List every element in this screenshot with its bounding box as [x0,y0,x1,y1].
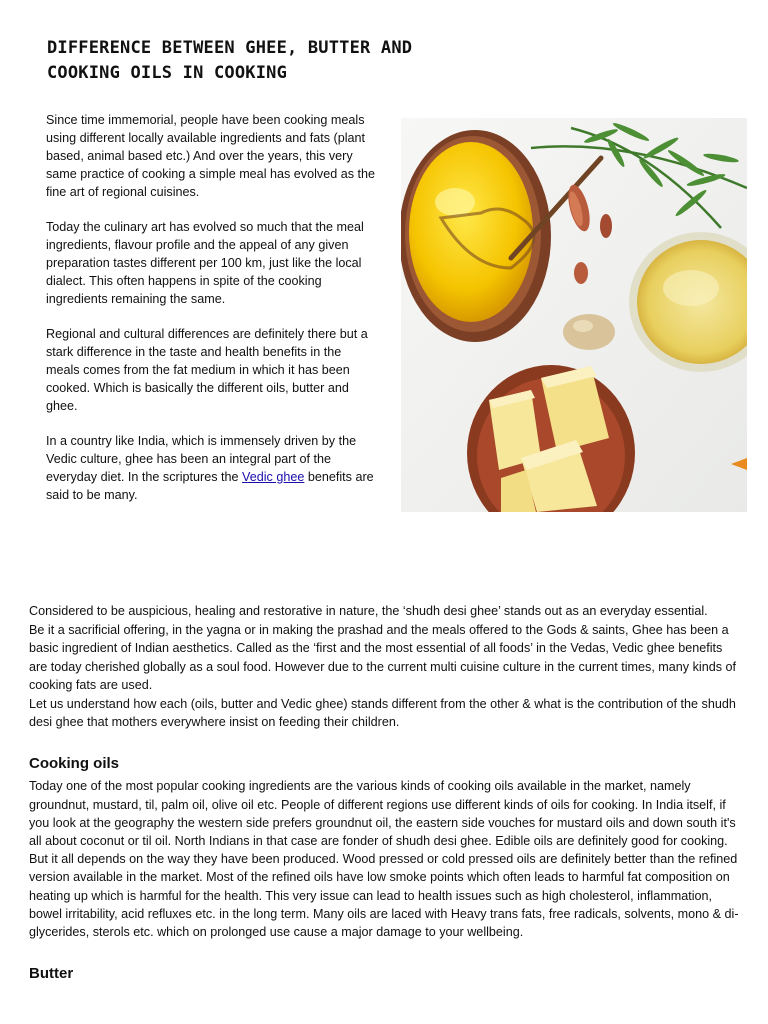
vedic-ghee-link[interactable]: Vedic ghee [242,470,305,484]
body-paragraph-1: Considered to be auspicious, healing and restorative in nature, the ‘shudh desi ghee’ stands out as an everyday essential. [29,604,708,618]
cooking-oils-paragraph: Today one of the most popular cooking ingredients are the various kinds of cooking oils available in the market, namely groundnut, mustard, til, palm oil, olive oil etc. People of different regions use different kinds of oils for cooking. In India itself, if you look at the geography the western side prefers groundnut oil, the eastern side vouches for mustard oils and down south it's all about coconut or til oil. North Indians in that case are fonder of shudh desi ghee. Edible oils are definitely good for cooking. But it all depends on the way they have been produced. Wood pressed or cold pressed oils are definitely better than the refined version available in the market. Most of the refined oils have low smoke points which often leads to harmful fat composition on heating up which is harmful for the health. This very issue can lead to health issues such as high cholesterol, inflammation, bowel irritability, acid refluxes etc. in the long term. Many oils are laced with Heavy trans fats, free radicals, solvents, mono & di-glycerides, sterols etc. which on prolonged use cause a major damage to your wellbeing. [29,779,739,940]
article-body [29,602,741,987]
intro-paragraph-4 [46,432,376,504]
intro-paragraph-1: Since time immemorial, people have been cooking meals using different locally available ingredients and fats (plant based, animal based etc.) And over the years, this very same practice of cooking a simple meal has evolved as the fine art of regional cuisines. [46,113,376,199]
heading-butter: Butter [29,965,74,983]
body-paragraph-2: Be it a sacrificial offering, in the yagna or in making the prashad and the meals offered to the Gods & saints, Ghee has been a basic ingredient of Indian aesthetics. Called as the ‘first and the most essential of all foods’ in the Vedas, Vedic ghee benefits are today cherished globally as a soul food. However due to the current multi cuisine culture in the current times, many kinds of cooking fats are used. [29,623,737,692]
intro-paragraph-2: Today the culinary art has evolved so much that the meal ingredients, flavour profile and the appeal of any given preparation tastes different per 100 km, just like the local dialect. This often happens in spite of the cooking ingredients remaining the same. [46,220,364,306]
intro-p4-before: In a country like India, which is immensely driven by the Vedic culture, ghee has been an integral part of the everyday diet. In the scriptures the [46,434,357,484]
heading-cooking-oils: Cooking oils [29,755,119,773]
title-line-1: DIFFERENCE BETWEEN GHEE, BUTTER AND [47,38,413,58]
intro-section [46,111,376,521]
page-title [47,36,507,86]
ghee-butter-oil-photo [401,118,747,512]
intro-paragraph-3: Regional and cultural differences are definitely there but a stark difference in the taste and health benefits in the meals comes from the fat medium in which it has been cooked. Which is basically the different oils, butter and ghee. [46,327,368,413]
body-paragraph-3: Let us understand how each (oils, butter and Vedic ghee) stands different from the other & what is the contribution of the shudh desi ghee that mothers everywhere insist on feeding their children. [29,697,736,730]
intro-p4-after: benefits are said to be many. [46,470,374,502]
title-line-2: COOKING OILS IN COOKING [47,63,288,83]
